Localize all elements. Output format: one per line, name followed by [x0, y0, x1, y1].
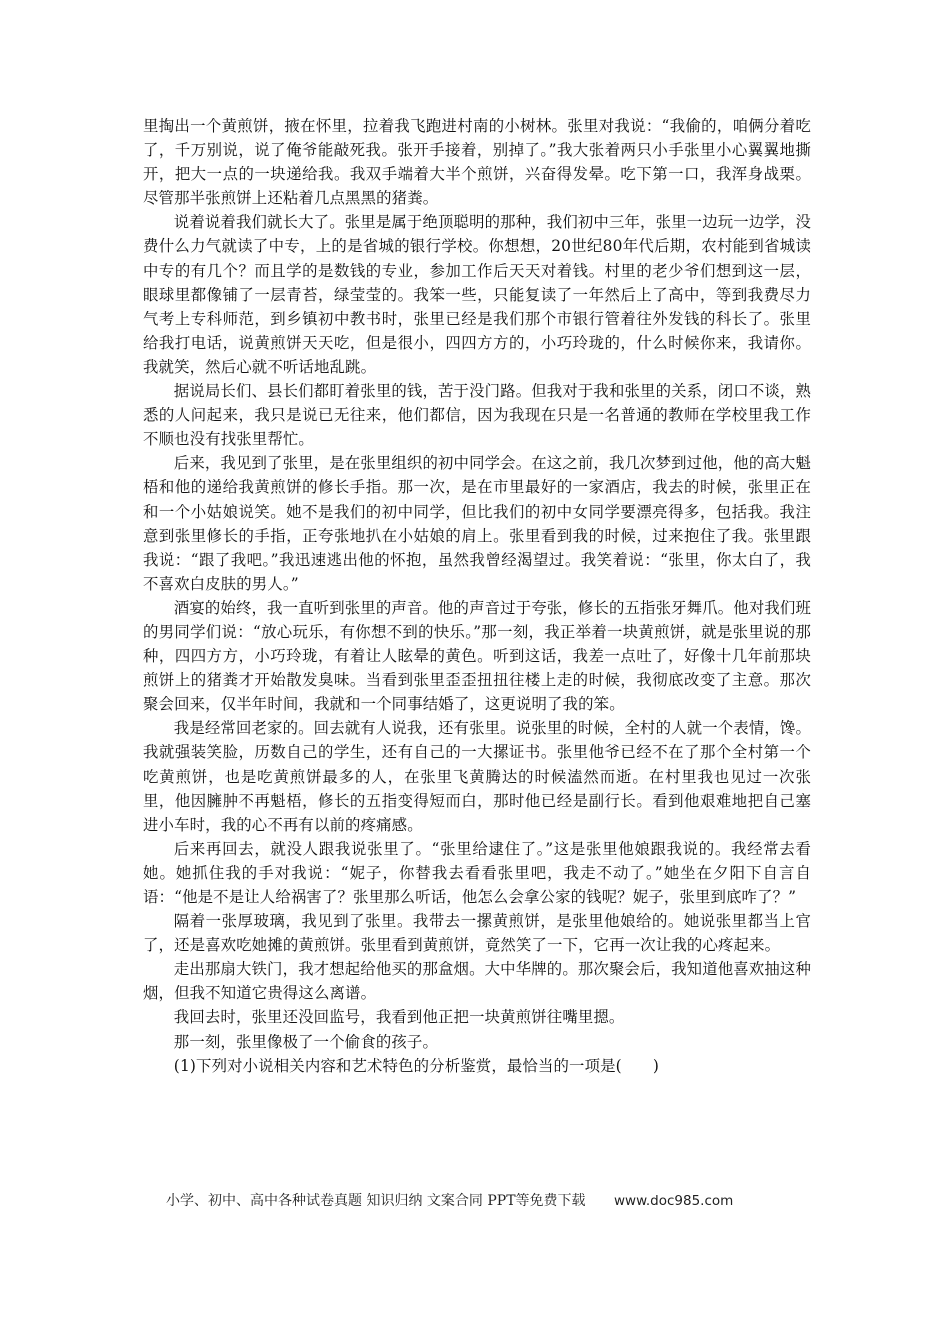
- question-1: (1)下列对小说相关内容和艺术特色的分析鉴赏，最恰当的一项是( ): [173, 1056, 660, 1075]
- paragraph-1: 里掏出一个黄煎饼，掖在怀里，拉着我飞跑进村南的小树林。张里对我说：“我偷的，咱俩分着吃了，千万别说，说了俺爷能敲死我。张开手接着，别掉了。”我大张着两只小手张里小心翼翼地撕开，把大一点的一块递给我。我双手端着大半个煎饼，兴奋得发晕。吃下第一口，我浑身战栗。尽管那半张煎饼上还粘着几点黑黑的猪粪。: [143, 117, 811, 208]
- footer-site-link[interactable]: www.doc985.com: [613, 1193, 734, 1209]
- paragraph-8: 隔着一张厚玻璃，我见到了张里。我带去一摞黄煎饼，是张里他娘给的。她说张里都当上官了，还是喜欢吃她摊的黄煎饼。张里看到黄煎饼，竟然笑了一下，它再一次让我的心疼起来。: [143, 912, 811, 955]
- paragraph-6: 我是经常回老家的。回去就有人说我，还有张里。说张里的时候，全村的人就一个表情，馋。我就强装笑脸，历数自己的学生，还有自己的一大摞证书。张里他爷已经不在了那个全村第一个吃黄煎饼，也是吃黄煎饼最多的人，在张里飞黄腾达的时候溘然而逝。在村里我也见过一次张里，他因臃肿不再魁梧，修长的五指变得短而白，那时他已经是副行长。看到他艰难地把自己塞进小车时，我的心不再有以前的疼痛感。: [143, 719, 811, 834]
- paragraph-11: 那一刻，张里像极了一个偷食的孩子。: [173, 1032, 438, 1051]
- paragraph-9: 走出那扇大铁门，我才想起给他买的那盒烟。大中华牌的。那次聚会后，我知道他喜欢抽这种烟，但我不知道它贵得这么离谱。: [143, 960, 811, 1003]
- paragraph-4: 后来，我见到了张里，是在张里组织的初中同学会。在这之前，我几次梦到过他，他的高大魁梧和他的递给我黄煎饼的修长手指。那一次，是在市里最好的一家酒店，我去的时候，张里正在和一个小姑娘说笑。她不是我们的初中同学，但比我们的初中女同学要漂亮得多，包括我。我注意到张里修长的手指，正夸张地扒在小姑娘的肩上。张里看到我的时候，过来抱住了我。张里跟我说：“跟了我吧。”我迅速逃出他的怀抱，虽然我曾经渴望过。我笑着说：“张里，你太白了，我不喜欢白皮肤的男人。”: [143, 454, 811, 593]
- paragraph-3: 据说局长们、县长们都盯着张里的钱，苦于没门路。但我对于我和张里的关系，闭口不谈，熟悉的人问起来，我只是说已无往来，他们都信，因为我现在只是一名普通的教师在学校里我工作不顺也没有找张里帮忙。: [143, 382, 811, 449]
- article-body: [143, 114, 811, 1078]
- paragraph-10: 我回去时，张里还没回监号，我看到他正把一块黄煎饼往嘴里摁。: [173, 1008, 625, 1027]
- paragraph-7: 后来再回去，就没人跟我说张里了。“张里给逮住了。”这是张里他娘跟我说的。我经常去看她。她抓住我的手对我说：“妮子，你替我去看看张里吧，我走不动了。”她坐在夕阳下自言自语：“他是不是让人给祸害了？张里那么听话，他怎么会拿公家的钱呢？妮子，张里到底咋了？”: [143, 839, 811, 906]
- paragraph-2: 说着说着我们就长大了。张里是属于绝顶聪明的那种，我们初中三年，张里一边玩一边学，没费什么力气就读了中专，上的是省城的银行学校。你想想，20世纪80年代后期，农村能到省城读中专的有几个？而且学的是数钱的专业，参加工作后天天对着钱。村里的老少爷们想到这一层，眼球里都像铺了一层青苔，绿莹莹的。我笨一些，只能复读了一年然后上了高中，等到我费尽力气考上专科师范，到乡镇初中教书时，张里已经是我们那个市银行管着往外发钱的科长了。张里给我打电话，说黄煎饼天天吃，但是很小，四四方方的，小巧玲珑的，什么时候你来，我请你。我就笑，然后心就不听话地乱跳。: [143, 213, 811, 376]
- footer-text: 小学、初中、高中各种试卷真题 知识归纳 文案合同 PPT等免费下载: [166, 1193, 586, 1209]
- page-footer: [166, 1191, 866, 1211]
- paragraph-5: 酒宴的始终，我一直听到张里的声音。他的声音过于夸张，修长的五指张牙舞爪。他对我们班的男同学们说：“放心玩乐，有你想不到的快乐。”那一刻，我正举着一块黄煎饼，就是张里说的那种，四四方方，小巧玲珑，有着让人眩晕的黄色。听到这话，我差一点吐了，好像十几年前那块煎饼上的猪粪才开始散发臭味。当看到张里歪歪扭扭往楼上走的时候，我彻底改变了主意。那次聚会回来，仅半年时间，我就和一个同事结婚了，这更说明了我的笨。: [143, 598, 811, 714]
